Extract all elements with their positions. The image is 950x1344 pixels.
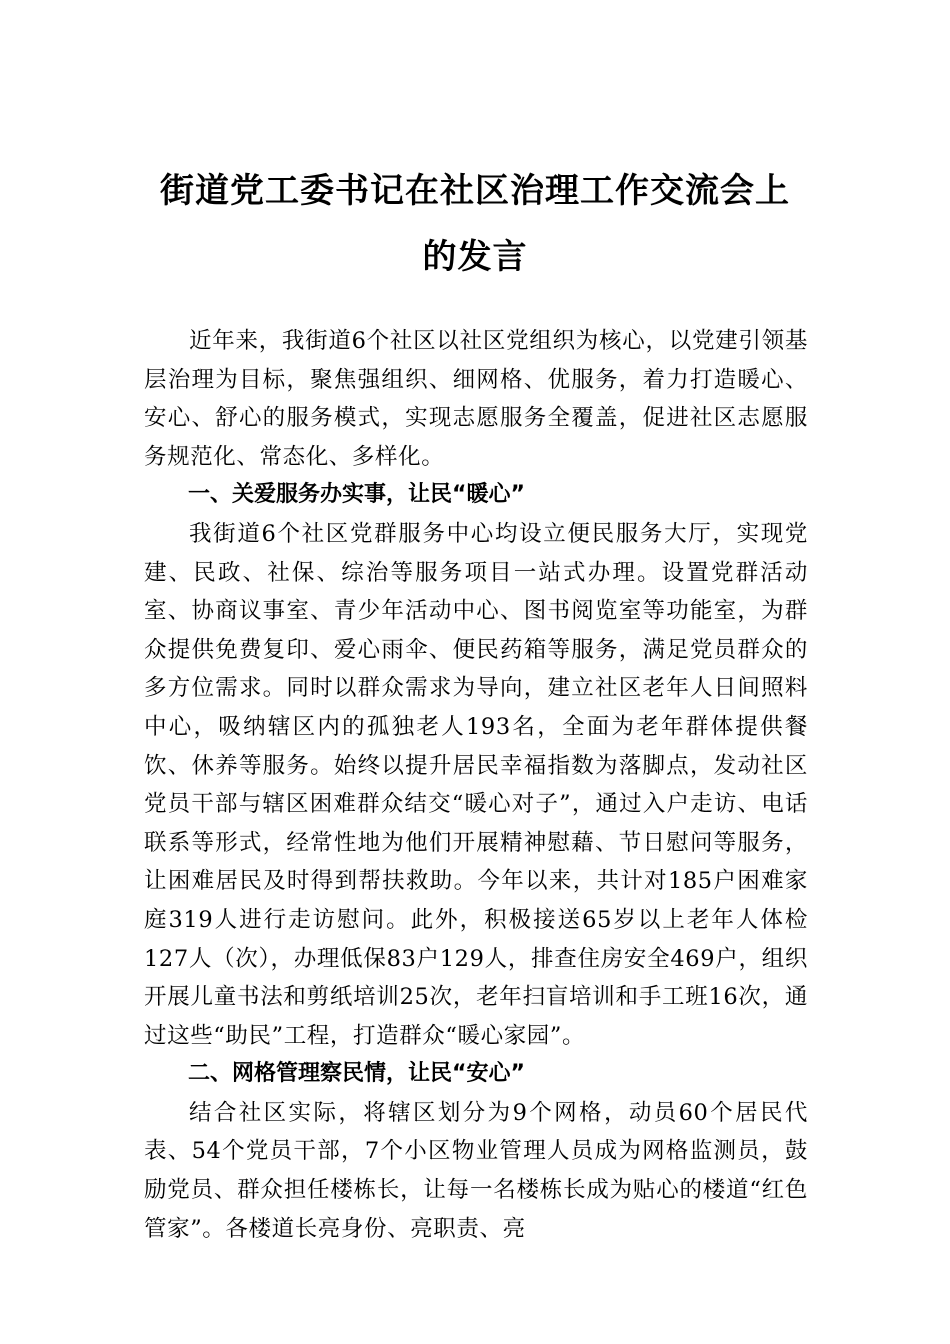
title-line-1: 街道党工委书记在社区治理工作交流会上 xyxy=(160,171,790,211)
paragraph-section-2: 结合社区实际，将辖区划分为9个网格，动员60个居民代表、54个党员干部，7个小区物业管理人员成为网格监测员，鼓励党员、群众担任楼栋长，让每一名楼栋长成为贴心的楼道“红色管家”。各楼道长亮身份、亮职责、亮 xyxy=(144,1099,808,1242)
section-heading-1: 一、关爱服务办实事，让民“暖心” xyxy=(188,482,525,508)
section-heading-2: 二、网格管理察民情，让民“安心” xyxy=(188,1061,525,1087)
paragraph-intro: 近年来，我街道6个社区以社区党组织为核心，以党建引领基层治理为目标，聚焦强组织、细网格、优服务，着力打造暖心、安心、舒心的服务模式，实现志愿服务全覆盖，促进社区志愿服务规范化、常态化、多样化。 xyxy=(144,328,808,470)
paragraph-section-1: 我街道6个社区党群服务中心均设立便民服务大厅，实现党建、民政、社保、综治等服务项目一站式办理。设置党群活动室、协商议事室、青少年活动中心、图书阅览室等功能室，为群众提供免费复印、爱心雨伞、便民药箱等服务，满足党员群众的多方位需求。同时以群众需求为导向，建立社区老年人日间照料中心，吸纳辖区内的孤独老人193名，全面为老年群体提供餐饮、休养等服务。始终以提升居民幸福指数为落脚点，发动社区党员干部与辖区困难群众结交“暖心对子”，通过入户走访、电话联系等形式，经常性地为他们开展精神慰藉、节日慰问等服务，让困难居民及时得到帮扶救助。今年以来，共计对185户困难家庭319人进行走访慰问。此外，积极接送65岁以上老年人体检127人（次），办理低保83户129人，排查住房安全469户，组织开展儿童书法和剪纸培训25次，老年扫盲培训和手工班16次，通过这些“助民”工程，打造群众“暖心家园”。 xyxy=(144,520,808,1049)
document-title xyxy=(120,158,830,290)
document-body xyxy=(144,322,808,1248)
title-line-2: 的发言 xyxy=(422,237,528,277)
